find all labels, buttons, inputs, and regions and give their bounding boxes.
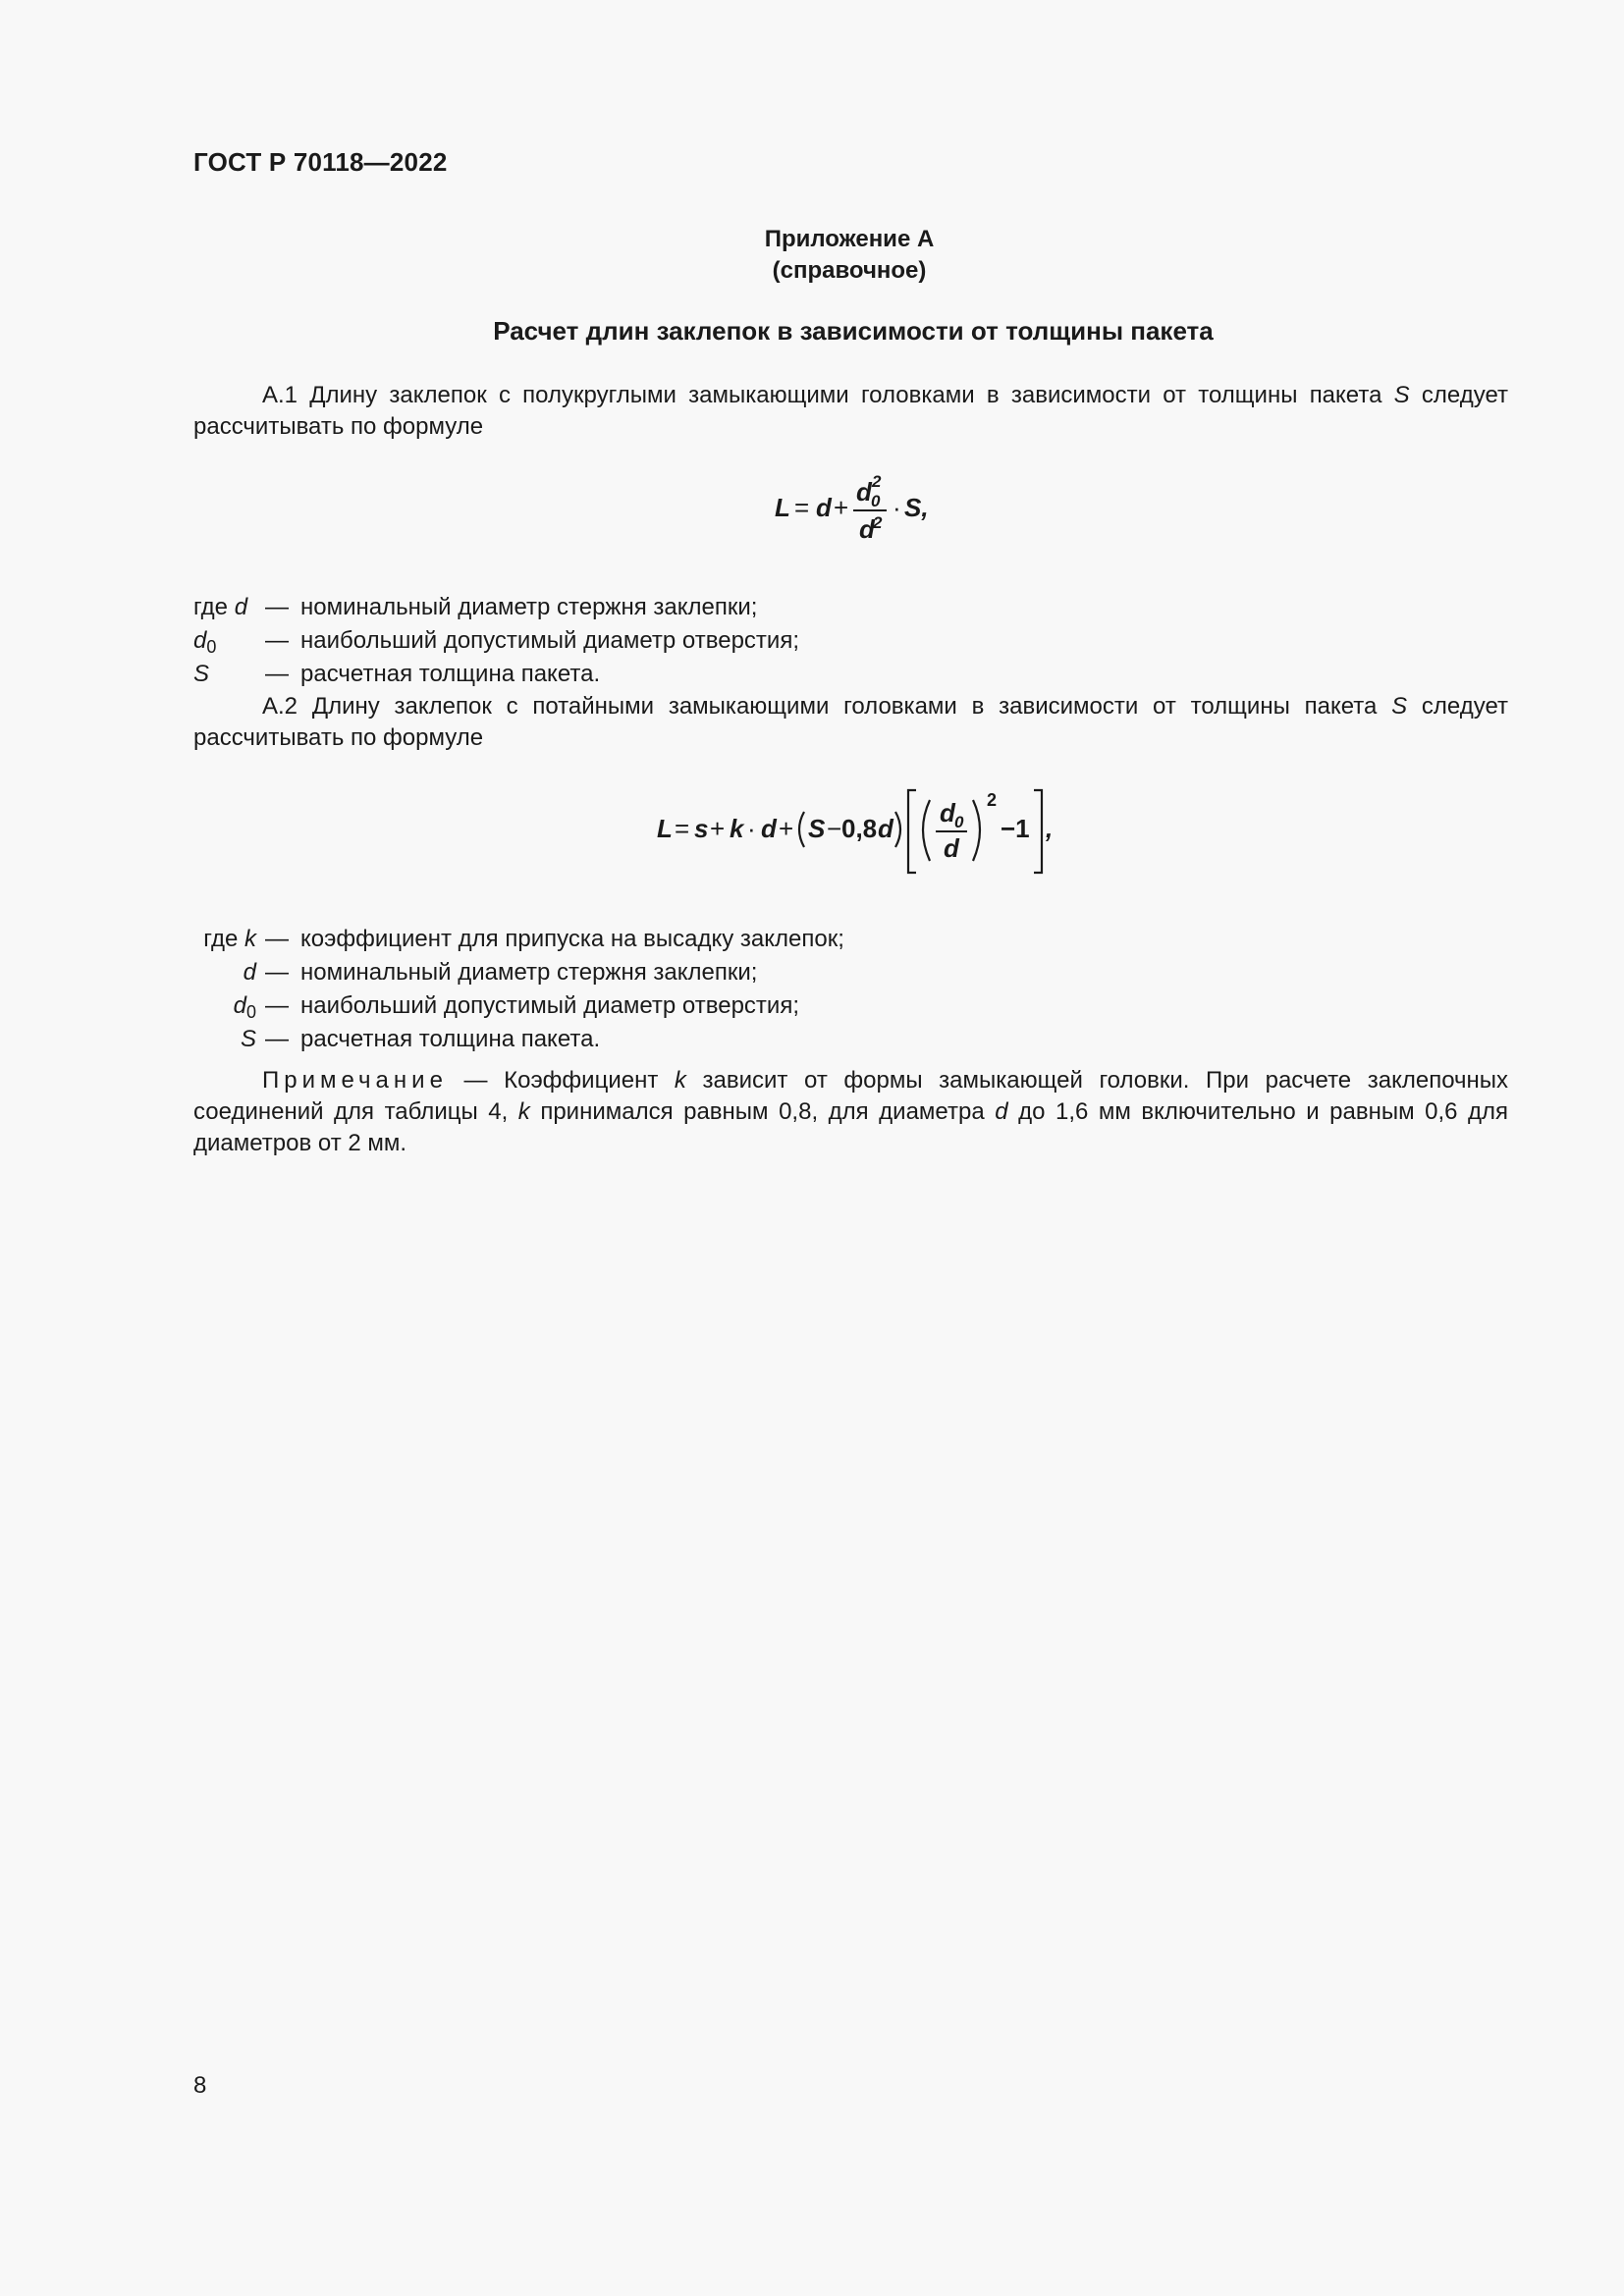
formula-2-s: s [694,814,709,843]
formula-2-trailing: , [1046,814,1054,843]
legend-symbol: S [193,661,210,687]
clause-text-end: следует рассчитывать по формуле [193,693,1509,751]
legend-text: расчетная толщина пакета. [300,661,601,687]
formula-2-frac-left-paren [923,800,930,861]
note-paragraph: Примечание — Коэффициент k зависит от формы замыкающей головки. При расчете заклепочных соединений для таблицы 4, k принимался равным 0,8, для диаметра d до 1,6 мм включительно и равным 0,6 для диаметров от 2 мм. [193,1067,1509,1156]
formula-2-plus2: + [779,814,794,843]
legend-text: номинальный диаметр стержня заклепки; [300,594,758,620]
formula-2-left-paren [799,812,804,847]
formula-2-right-paren [895,812,900,847]
formula-2-minus: − [827,814,842,843]
legend-text: коэффициент для припуска на высадку заклепок; [300,926,844,952]
formula-2-d: d [761,814,777,843]
paragraph-a2 [193,691,1508,754]
formula-2-coef-d: d [878,814,893,843]
formula-2-coef: 0,8 [841,814,878,843]
legend-symbol: где d [193,594,248,620]
formula-2-S: S [808,814,826,843]
formula-2-lhs: L [657,814,673,843]
formula-2-left-bracket [908,790,916,873]
symbol-s: S [1393,382,1410,408]
formula-1-plus: + [834,493,849,522]
formula-1-num-sup: 2 [872,472,882,491]
formula-1-eq: = [794,493,810,522]
formula-2-frac-den: d [944,833,959,863]
clause-text-end: следует рассчитывать по формуле [193,382,1509,440]
page-number: 8 [193,2072,207,2099]
annex-title: Расчет длин заклепок в зависимости от толщины пакета [493,316,1214,346]
symbol-s: S [1391,693,1408,720]
formula-1-num-sub: 0 [871,492,881,510]
formula-1-num: d [856,477,872,507]
clause-text: Длину заклепок с полукруглыми замыкающими головками в зависимости от толщины пакета [309,382,1382,408]
formula-2-frac-num-sub: 0 [954,813,964,831]
legend-symbol: $d_0$ [193,627,217,657]
formula-2-k: k [730,814,744,843]
annex-type: (справочное) [772,257,927,284]
standard-header: ГОСТ Р 70118—2022 [193,147,448,177]
legend-text: расчетная толщина пакета. [300,1026,601,1052]
legend-text: наибольший допустимый диаметр отверстия; [300,627,799,654]
legend-symbol: d [243,959,256,986]
formula-1-mul: · [893,493,901,522]
note-label: Примечание [262,1067,448,1094]
formula-1-s: S, [904,493,929,522]
clause-number: А.1 [262,382,298,408]
formula-2-plus1: + [710,814,726,843]
clause-text: Длину заклепок с потайными замыкающими головками в зависимости от толщины пакета [311,693,1378,720]
legend-text: номинальный диаметр стержня заклепки; [300,959,758,986]
legend-symbol: где k [203,926,256,952]
formula-1-den-sup: 2 [873,513,883,532]
formula-2-frac-right-paren [973,800,980,861]
formula-1-lhs: L [775,493,790,522]
formula-1-svg [771,467,947,556]
formula-2-power: 2 [987,790,998,810]
formula-2-eq: = [675,814,690,843]
legend-dash: — [265,661,289,687]
paragraph-a1 [193,380,1508,443]
formula-2-minus-one: −1 [1001,814,1030,843]
formula-2-right-bracket [1034,790,1042,873]
legend-dash: — [265,959,289,986]
legend-dash: — [265,992,289,1019]
legend-text: наибольший допустимый диаметр отверстия; [300,992,799,1019]
legend-dash: — [265,627,289,654]
formula-1-den: d [859,514,875,544]
annex-name: Приложение А [764,226,935,252]
legend-symbol: $d_0$ [233,992,256,1022]
legend-dash: — [265,1026,289,1052]
formula-1-d: d [816,493,832,522]
legend-dash: — [265,926,289,952]
formula-1 [771,467,947,562]
formula-2-mul: · [747,814,756,843]
legend-dash: — [265,594,289,620]
clause-number: А.2 [262,693,298,720]
formula-2-frac-num: d [940,798,955,828]
legend-symbol: S [240,1026,256,1052]
formula-2 [653,782,1065,887]
formula-2-svg [653,782,1065,881]
